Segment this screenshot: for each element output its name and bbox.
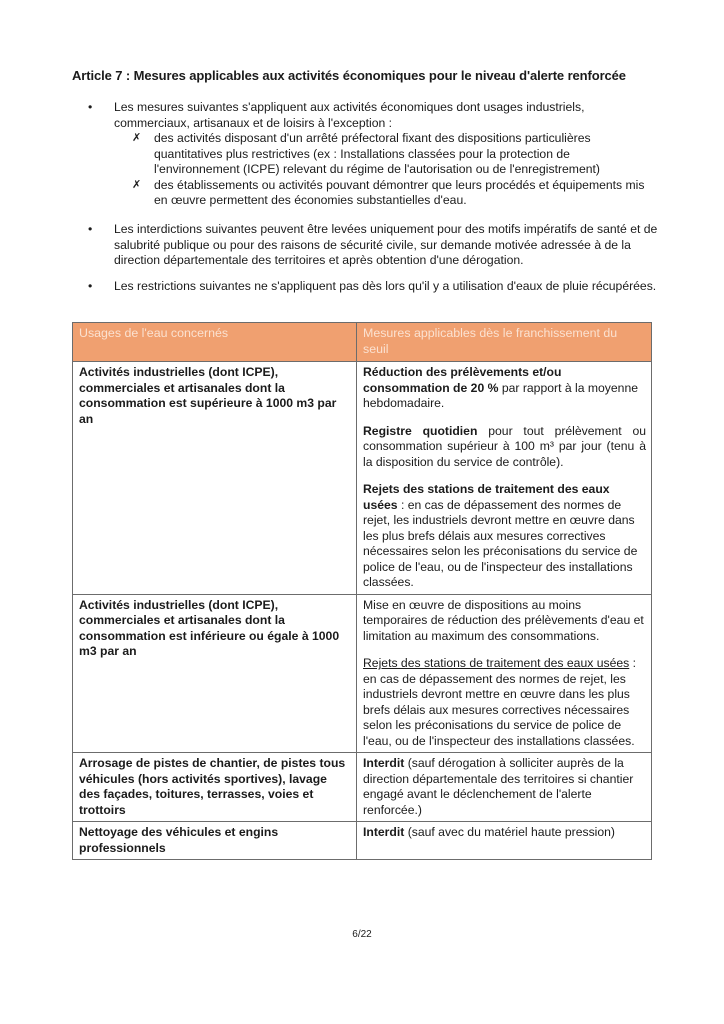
- usage-cell: Activités industrielles (dont ICPE), commerciales et artisanales dont la consommation est inférieure ou égale à 1000 m3 par an: [73, 594, 357, 753]
- table-row: [73, 362, 652, 595]
- table-row: [73, 753, 652, 822]
- bullet-text: Les mesures suivantes s'appliquent aux activités économiques dont usages industriels, commerciaux, artisanaux et de loisirs à l'exception :: [114, 100, 585, 130]
- measure-text: (sauf avec du matériel haute pression): [404, 825, 615, 839]
- header-usages: Usages de l'eau concernés: [73, 323, 357, 362]
- cross-bullet-icon: ✗: [132, 178, 142, 191]
- usage-cell: Activités industrielles (dont ICPE), commerciales et artisanales dont la consommation est supérieure à 1000 m3 par an: [73, 362, 357, 595]
- bullet-item-eaux-pluie: [88, 279, 658, 295]
- measure-text: : en cas de dépassement des normes de rejet, les industriels devront mettre en œuvre dans les plus brefs délais aux mesures correctives nécessaires selon les préconisations du service de police de l'eau, ou de l'inspecteur des installations classées.: [363, 656, 637, 748]
- bullet-item-exceptions: [88, 100, 658, 209]
- header-mesures: Mesures applicables dès le franchissement du seuil: [357, 323, 652, 362]
- measure-bold: Réduction des prélèvements et/ou consommation de 20 %: [363, 365, 562, 395]
- measure-text: Mise en œuvre de dispositions au moins temporaires de réduction des prélèvements d'eau et limitation au maximum des consommations.: [363, 597, 644, 643]
- measures-table: [72, 322, 652, 860]
- measure-cell: [357, 753, 652, 822]
- page-number: 6/22: [352, 929, 372, 940]
- bullet-text: Les restrictions suivantes ne s'appliquent pas dès lors qu'il y a utilisation d'eaux de pluie récupérées.: [114, 279, 657, 293]
- usage-cell: Nettoyage des véhicules et engins professionnels: [73, 822, 357, 860]
- measure-cell: [357, 594, 652, 753]
- table-header-row: [73, 323, 652, 362]
- bullet-dot-icon: •: [88, 100, 93, 114]
- measure-bold: Interdit: [363, 756, 405, 770]
- bullet-item-interdictions: [88, 222, 658, 269]
- bullet-dot-icon: •: [88, 222, 93, 236]
- usage-cell: Arrosage de pistes de chantier, de pistes tous véhicules (hors activités sportives), lavage des façades, toitures, terrasses, voies et trottoirs: [73, 753, 357, 822]
- measure-text: (sauf dérogation à solliciter auprès de la direction départementale des territoires si chantier engagé avant le déclenchement de l'alerte renforcée.): [363, 756, 634, 817]
- table-row: [73, 822, 652, 860]
- sub-item-arrete: [132, 131, 658, 178]
- measure-text: : en cas de dépassement des normes de rejet, les industriels devront mettre en œuvre dans les plus brefs délais aux mesures correctives nécessaires selon les préconisations du service de police de l'eau, ou de l'inspecteur des installations classées.: [363, 497, 638, 589]
- bullet-dot-icon: •: [88, 279, 93, 293]
- sub-item-economies: [132, 177, 658, 209]
- measure-underline: Rejets des stations de traitement des eaux usées: [363, 656, 630, 670]
- measure-bold: Registre quotidien: [363, 423, 478, 438]
- measure-text: par rapport à la moyenne hebdomadaire.: [363, 380, 639, 410]
- measure-bold: Rejets des stations de traitement des eaux usées: [363, 482, 610, 512]
- measure-cell: [357, 822, 652, 860]
- table-row: [73, 594, 652, 753]
- sub-item-text: des établissements ou activités pouvant démontrer que leurs procédés et équipements mis en œuvre permettent des économies substantielles d'eau.: [154, 177, 645, 207]
- measure-text: pour tout prélèvement ou consommation supérieur à 100 m³ par jour (tenu à la disposition du service de contrôle).: [363, 423, 646, 469]
- sub-item-text: des activités disposant d'un arrêté préfectoral fixant des dispositions particulières quantitatives plus restrictives (ex : Installations classées pour la protection de l'environnement (ICPE) relevant du régime de l'autorisation ou de l'enregistrement): [154, 131, 600, 176]
- cross-bullet-icon: ✗: [132, 132, 142, 144]
- bullet-text: Les interdictions suivantes peuvent être levées uniquement pour des motifs impératifs de santé et de salubrité publique ou pour des raisons de sécurité civile, sur demande motivée adressée à de la direction départementale des territoires et après obtention d'une dérogation.: [114, 222, 658, 267]
- measure-bold: Interdit: [363, 825, 405, 839]
- article-title: Article 7 : Mesures applicables aux activités économiques pour le niveau d'alerte renforcée: [72, 68, 626, 83]
- measure-cell: [357, 362, 652, 595]
